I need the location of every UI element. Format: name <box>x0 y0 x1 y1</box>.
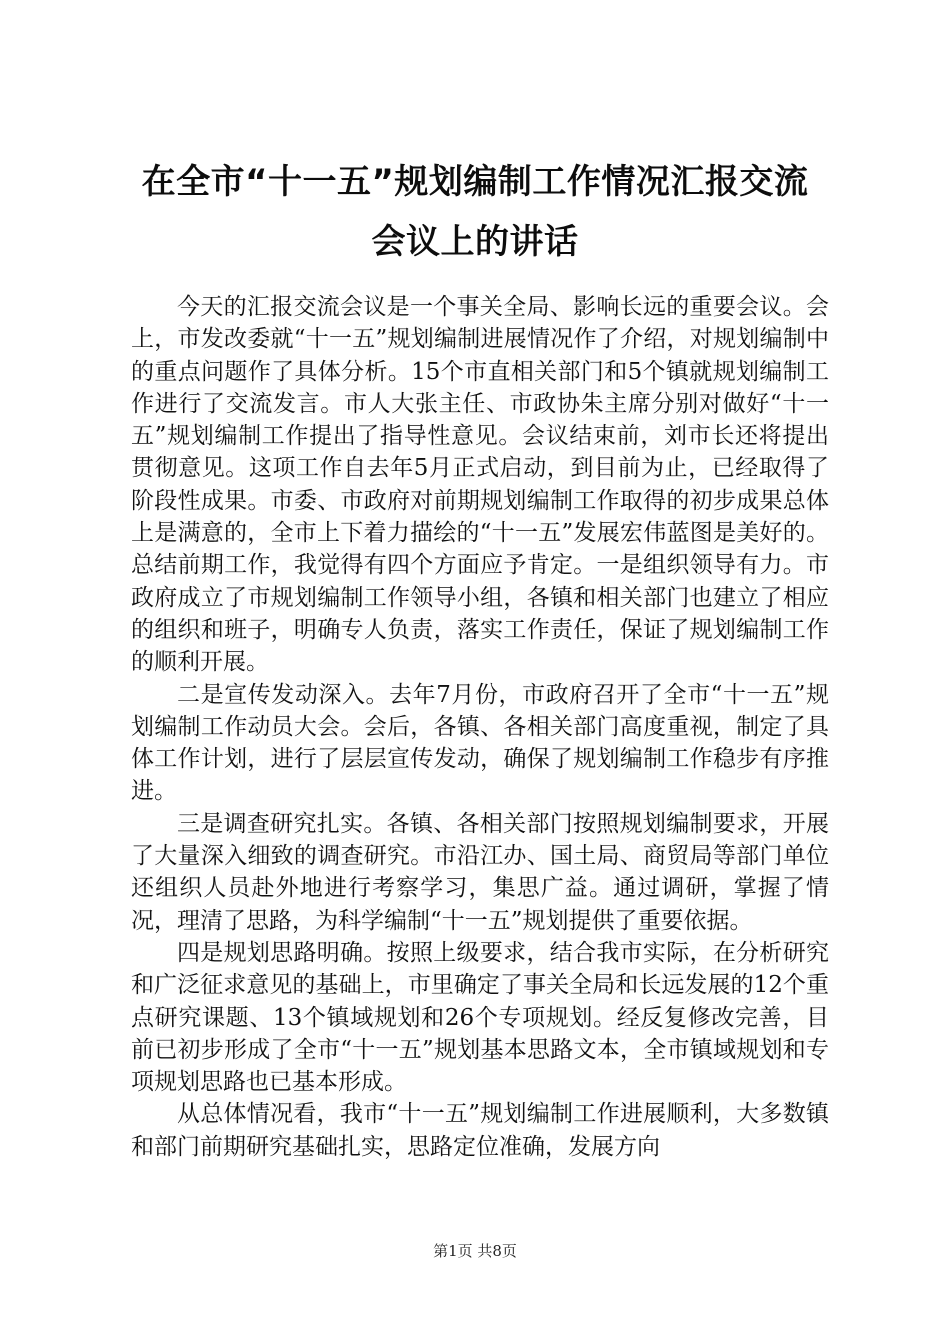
paragraph-5: 从总体情况看，我市“十一五”规划编制工作进展顺利，大多数镇和部门前期研究基础扎实，思路定位准确，发展方向 <box>131 1101 829 1160</box>
page-footer: 第1页 共8页 <box>433 1242 517 1260</box>
title-line-2: 会议上的讲话 <box>371 222 579 262</box>
paragraph-2: 二是宣传发动深入。去年7月份，市政府召开了全市“十一五”规划编制工作动员大会。会后，各镇、各相关部门高度重视，制定了具体工作计划，进行了层层宣传发动，确保了规划编制工作稳步有序推进。 <box>131 681 829 805</box>
document-title <box>118 152 832 272</box>
title-line-1: 在全市“十一五”规划编制工作情况汇报交流 <box>141 162 809 202</box>
paragraph-1: 今天的汇报交流会议是一个事关全局、影响长远的重要会议。会上，市发改委就“十一五”规划编制进展情况作了介绍，对规划编制中的重点问题作了具体分析。15个市直相关部门和5个镇就规划编制工作进行了交流发言。市人大张主任、市政协朱主席分别对做好“十一五”规划编制工作提出了指导性意见。会议结束前，刘市长还将提出贯彻意见。这项工作自去年5月正式启动，到目前为止，已经取得了阶段性成果。市委、市政府对前期规划编制工作取得的初步成果总体上是满意的，全市上下着力描绘的“十一五”发展宏伟蓝图是美好的。总结前期工作，我觉得有四个方面应予肯定。一是组织领导有力。市政府成立了市规划编制工作领导小组，各镇和相关部门也建立了相应的组织和班子，明确专人负责，落实工作责任，保证了规划编制工作的顺利开展。 <box>131 294 829 676</box>
paragraph-3: 三是调查研究扎实。各镇、各相关部门按照规划编制要求，开展了大量深入细致的调查研究。市沿江办、国土局、商贸局等部门单位还组织人员赴外地进行考察学习，集思广益。通过调研，掌握了情况，理清了思路，为科学编制“十一五”规划提供了重要依据。 <box>131 810 829 934</box>
paragraph-4: 四是规划思路明确。按照上级要求，结合我市实际，在分析研究和广泛征求意见的基础上，市里确定了事关全局和长远发展的12个重点研究课题、13个镇域规划和26个专项规划。经反复修改完善，目前已初步形成了全市“十一五”规划基本思路文本，全市镇域规划和专项规划思路也已基本形成。 <box>131 939 829 1096</box>
document-body <box>131 291 829 1163</box>
